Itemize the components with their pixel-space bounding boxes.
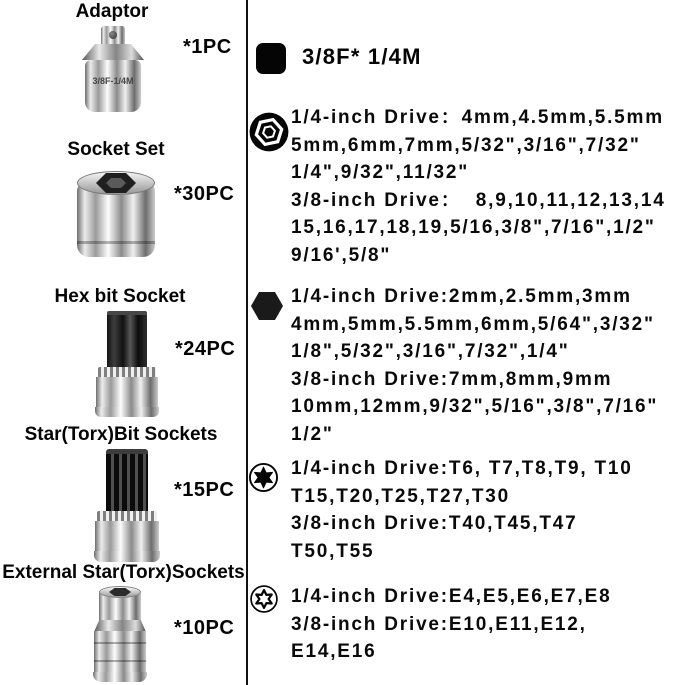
adaptor-body [85, 60, 141, 112]
piece-count-external-torx: *10PC [174, 617, 235, 639]
spec-line: T15,T20,T25,T27,T30 [291, 485, 511, 507]
external-socket-lower [94, 631, 146, 673]
adaptor-engraving: 3/8F-1/4M [92, 76, 134, 86]
product-title-hex-bit: Hex bit Socket [54, 286, 186, 307]
piece-count-torx-bit: *15PC [174, 479, 235, 501]
external-socket-lip [93, 672, 147, 682]
spec-line: 3/8-inch Drive： 8,9,10,11,12,13,14 [291, 189, 666, 211]
external-torx-socket-photo [92, 586, 148, 683]
spec-line: 3/8-inch Drive:T40,T45,T47 [291, 513, 578, 534]
drive-size-label: 3/8F* 1/4M [302, 44, 422, 69]
torx-bit-socket-photo [93, 449, 161, 562]
spec-line: 9/16',5/8" [291, 244, 392, 266]
spec-block-hex-bits [291, 283, 677, 448]
torx-bit-shaft [106, 449, 148, 515]
spec-line: 1/4",9/32",11/32" [291, 162, 470, 183]
socket-hex-icon [249, 112, 289, 157]
spec-line: 1/4-inch Drive:2mm,2.5mm,3mm [291, 286, 632, 307]
socket-groove [77, 241, 155, 244]
piece-count-hex-bit: *24PC [175, 338, 236, 360]
hexagon-icon [251, 292, 283, 325]
torx-bit-base [95, 521, 159, 553]
hex-bit-shaft [107, 311, 147, 373]
adaptor-photo [82, 26, 144, 114]
spec-line: E14,E16 [291, 641, 377, 662]
product-title-external-torx: External Star(Torx)Sockets [2, 562, 245, 583]
external-torx-icon [247, 582, 281, 621]
spec-line: 4mm,5mm,5.5mm,6mm,5/64",3/32" [291, 313, 655, 335]
spec-line: 1/8",5/32",3/16",7/32",1/4" [291, 341, 570, 362]
torx-star-icon [246, 460, 281, 500]
product-title-adaptor: Adaptor [75, 1, 149, 22]
spec-line: 1/4-inch Drive:T6, T7,T8,T9, T10 [291, 458, 633, 479]
external-socket-groove-1 [94, 642, 146, 644]
torx-bit-lip [94, 551, 160, 562]
piece-count-socket-set: *30PC [174, 183, 235, 205]
spec-line: 10mm,12mm,9/32",5/16",3/8",7/16" [291, 396, 659, 417]
spec-line: 3/8-inch Drive:E10,E11,E12, [291, 613, 587, 635]
spec-line: 1/4-inch Drive：4mm,4.5mm,5.5mm [291, 107, 664, 128]
hex-bit-socket-photo [95, 311, 159, 417]
adaptor-collar [82, 44, 144, 60]
spec-line: 15,16,17,18,19,5/16,3/8",7/16",1/2" [291, 217, 656, 238]
spec-line: 3/8-inch Drive:7mm,8mm,9mm [291, 368, 613, 390]
spec-block-torx-bits [291, 455, 677, 565]
hex-bit-lip [95, 407, 159, 417]
product-title-torx-bit: Star(Torx)Bit Sockets [24, 424, 218, 445]
product-title-socket-set: Socket Set [67, 139, 165, 160]
hex-bit-base [96, 377, 158, 409]
adaptor-detent-hole [109, 31, 117, 39]
square-drive-icon [256, 43, 286, 74]
spec-line: 5mm,6mm,7mm,5/32",3/16",7/32" [291, 134, 641, 156]
external-socket-groove-2 [94, 660, 146, 662]
spec-block-external-torx [291, 583, 677, 666]
spec-line: T50,T55 [291, 540, 375, 562]
spec-line: 1/4-inch Drive:E4,E5,E6,E7,E8 [291, 586, 612, 607]
socket-set-photo [77, 171, 155, 262]
spec-line: 1/2" [291, 423, 334, 445]
piece-count-adaptor: *1PC [183, 36, 232, 58]
spec-block-socket-set [291, 104, 677, 269]
